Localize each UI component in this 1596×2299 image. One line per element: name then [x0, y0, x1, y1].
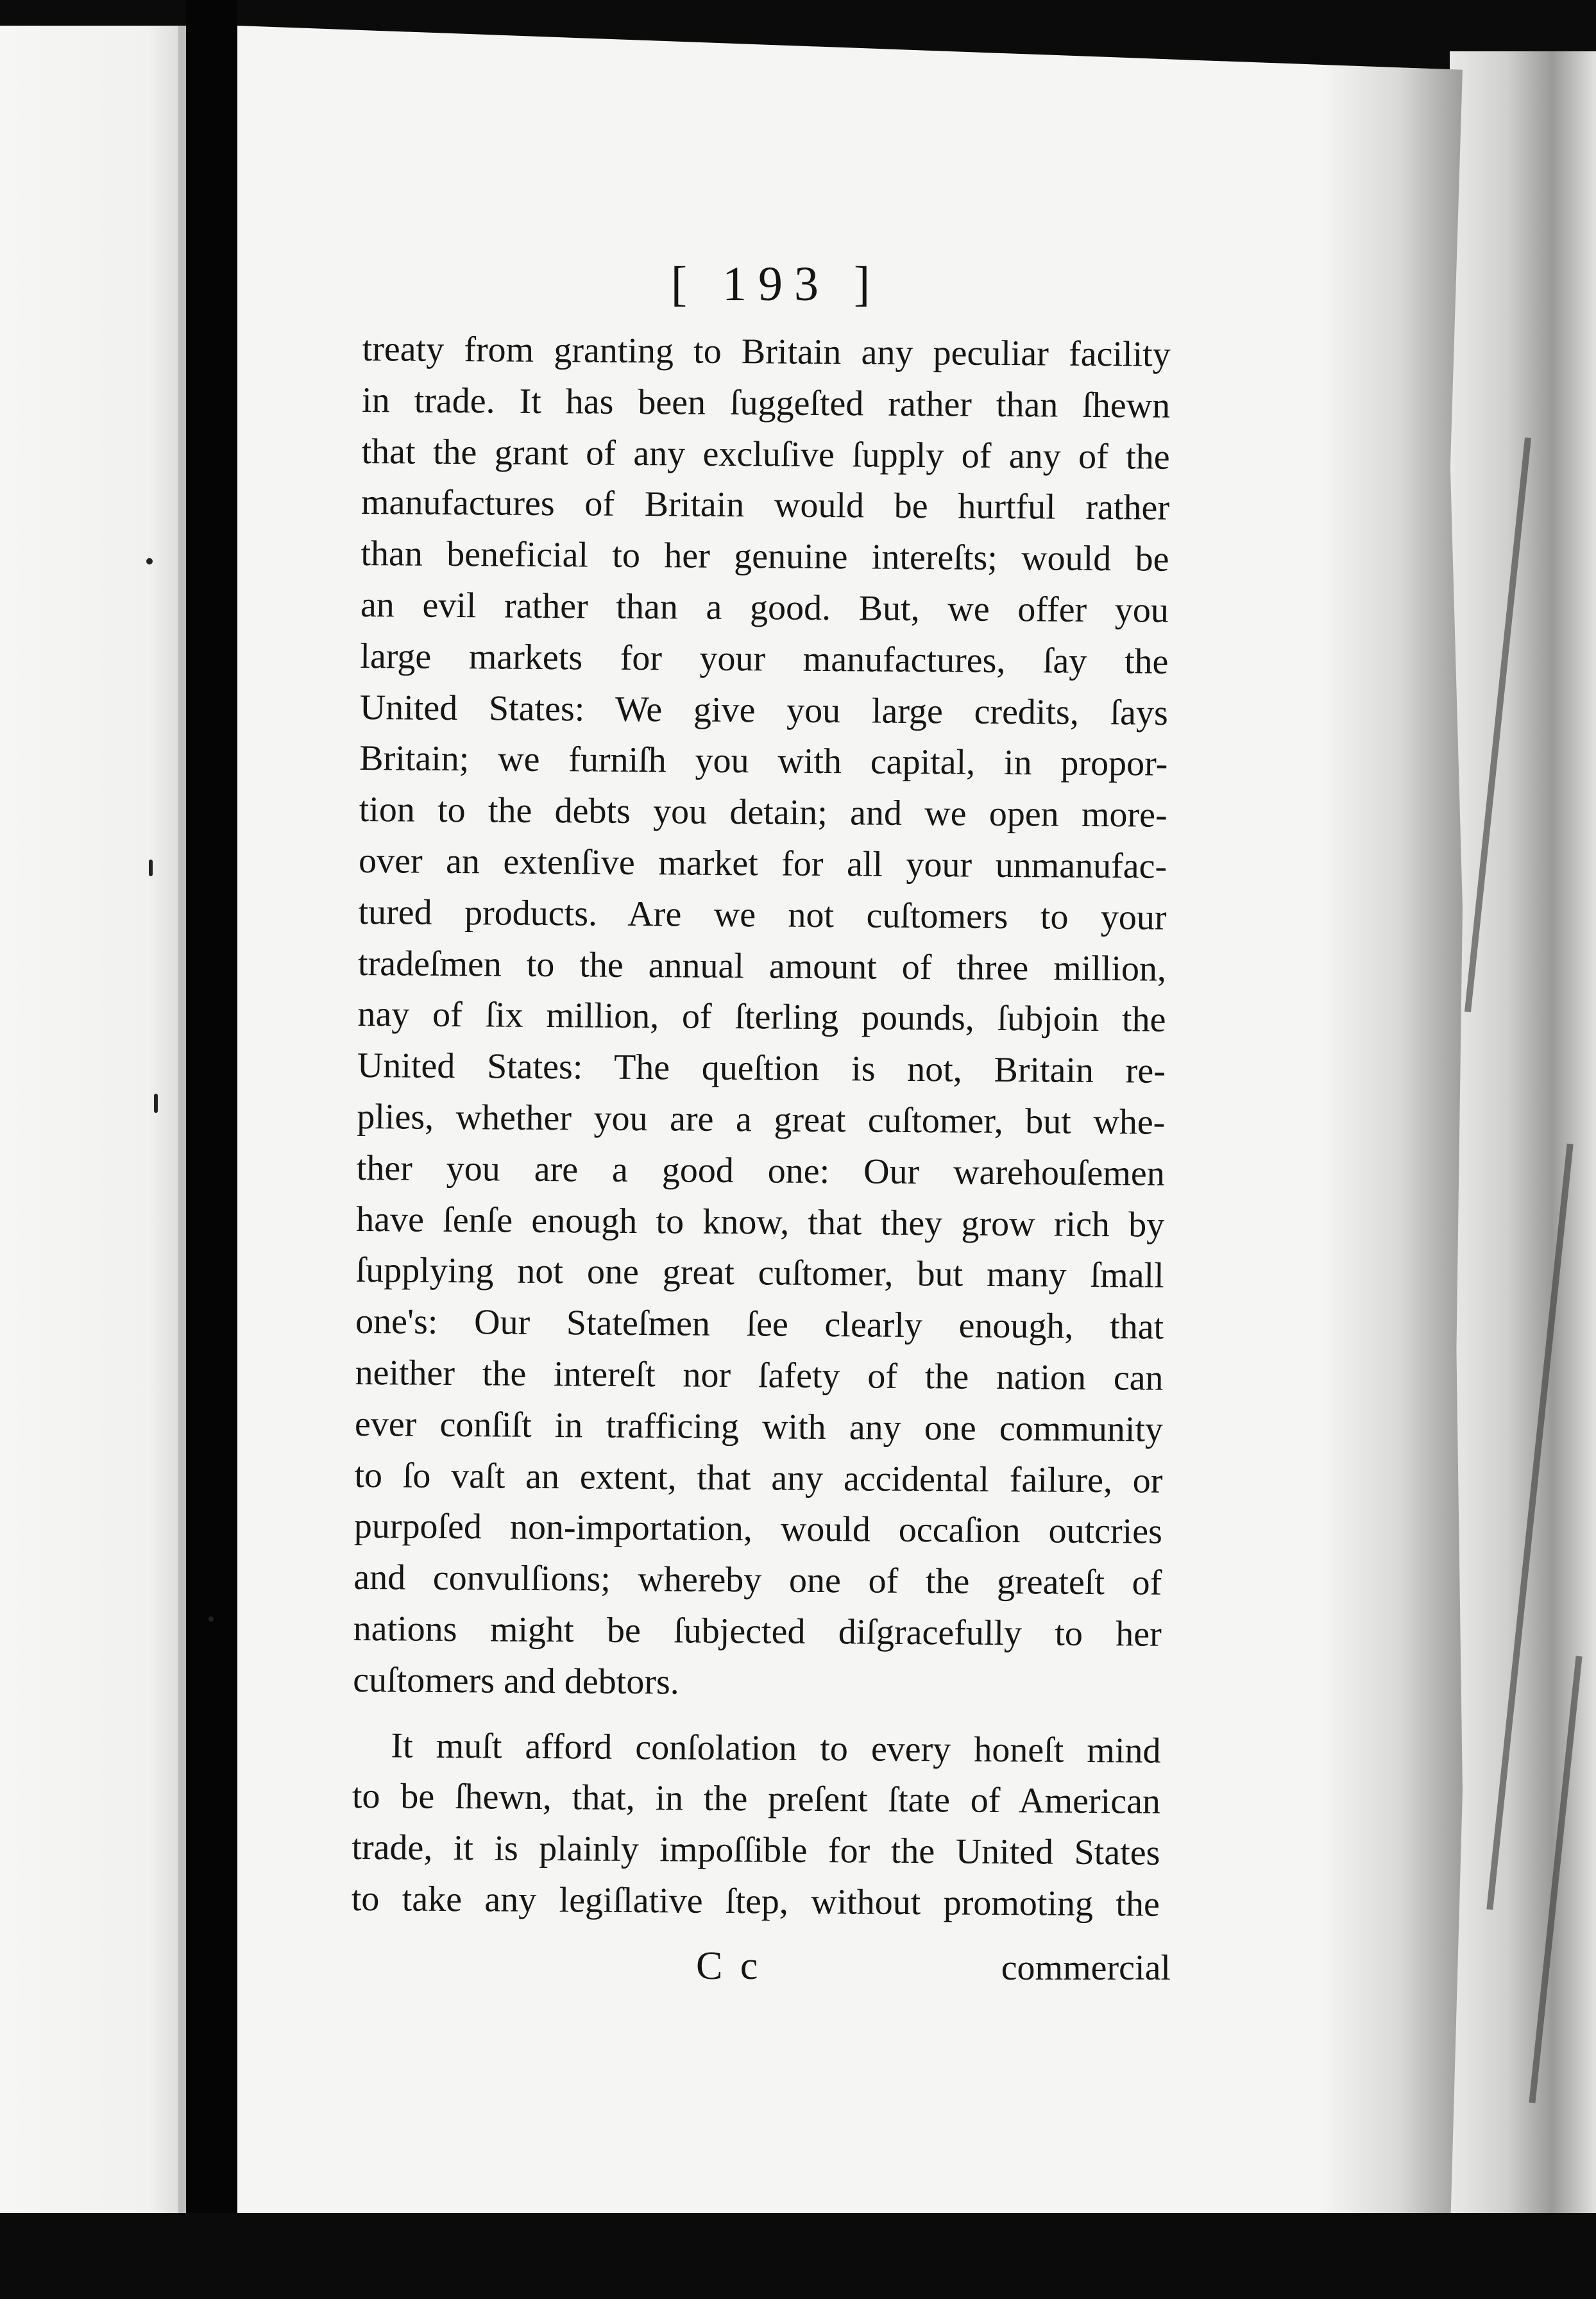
text-line: trade, it is plainly impoſſible for the United States — [352, 1828, 1160, 1873]
text-line: have ſenſe enough to know, that they grow rich by — [356, 1199, 1165, 1245]
text-line: over an extenſive market for all your unmanufac- — [358, 840, 1167, 887]
text-line: plies, whether you are a great cuſtomer, but whe- — [357, 1096, 1166, 1142]
speck — [208, 1616, 214, 1622]
stain-streak — [1464, 437, 1531, 1012]
page-edge-foxing — [1321, 26, 1463, 2232]
text-line: large markets for your manufactures, ſay the — [360, 636, 1169, 682]
book-gutter — [186, 0, 237, 2299]
text-line: ever conſiſt in trafficing with any one community — [354, 1404, 1164, 1450]
speck — [154, 1094, 158, 1113]
text-line: It muſt afford conſolation to every honeſt mind — [391, 1725, 1161, 1771]
text-line: tured products. Are we not cuſtomers to your — [358, 892, 1167, 938]
underlying-page-edge — [1450, 51, 1596, 2213]
text-line: to take any legiſlative ſtep, without promoting the — [351, 1878, 1160, 1924]
left-page-edge — [178, 26, 186, 2213]
text-line: manufactures of Britain would be hurtful rather — [361, 482, 1170, 529]
text-line: an evil rather than a good. But, we offer you — [360, 584, 1169, 631]
text-line: cuſtomers and debtors. — [353, 1659, 679, 1702]
stain-streak — [1529, 1656, 1582, 2103]
text-line: United States: The queſtion is not, Britain re- — [357, 1046, 1166, 1091]
text-line: purpoſed non-importation, would occaſion outcries — [353, 1506, 1163, 1552]
speck — [149, 860, 153, 876]
page-number: [ 193 ] — [670, 257, 882, 311]
text-line: and convulſions; whereby one of the greateſt of — [353, 1557, 1162, 1603]
text-line: tradeſmen to the annual amount of three million, — [357, 943, 1167, 989]
catchword: commercial — [1001, 1948, 1171, 1988]
left-page — [0, 26, 186, 2213]
text-line: in trade. It has been ſuggeſted rather than ſhewn — [361, 380, 1171, 426]
stain-streak — [1486, 1144, 1573, 1910]
text-line: to be ſhewn, that, in the preſent ſtate of American — [352, 1776, 1161, 1822]
page-footer — [362, 1944, 1171, 1995]
text-line: one's: Our Stateſmen ſee clearly enough, that — [355, 1302, 1164, 1347]
text-line: that the grant of any excluſive ſupply of any of the — [361, 431, 1170, 477]
body-text — [352, 324, 1171, 1930]
signature-mark: C c — [696, 1944, 762, 1988]
text-line: nay of ſix million, of ſterling pounds, ſubjoin the — [357, 994, 1166, 1040]
text-line: ther you are a good one: Our warehouſemen — [356, 1148, 1166, 1194]
speck — [146, 558, 153, 564]
text-line: United States: We give you large credits, ſays — [359, 687, 1169, 733]
text-line: nations might be ſubjected diſgracefully to her — [353, 1608, 1162, 1654]
text-line: than beneficial to her genuine intereſts; would be — [361, 534, 1169, 579]
text-line: ſupplying not one great cuſtomer, but many ſmall — [355, 1250, 1164, 1296]
scan-background — [0, 2213, 1596, 2299]
text-line: to ſo vaſt an extent, that any accidental failure, or — [354, 1455, 1163, 1501]
text-line: neither the intereſt nor ſafety of the nation can — [355, 1352, 1164, 1398]
text-line: tion to the debts you detain; and we open more- — [359, 790, 1167, 835]
text-line: Britain; we furniſh you with capital, in propor- — [359, 738, 1168, 785]
text-line: treaty from granting to Britain any peculiar facility — [362, 328, 1171, 375]
